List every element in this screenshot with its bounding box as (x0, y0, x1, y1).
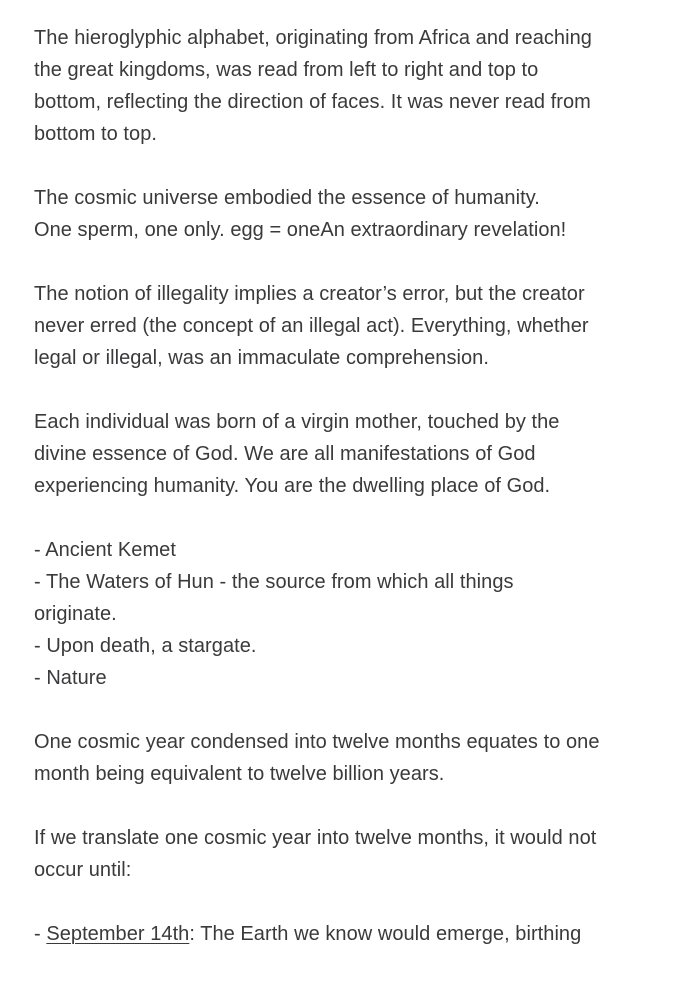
text-line: bottom to top. (34, 123, 157, 145)
list-item: - Upon death, a stargate. (34, 635, 257, 657)
list-item: - Nature (34, 667, 107, 689)
bullet-list-timeline (34, 918, 674, 950)
text-line: If we translate one cosmic year into twelve months, it would not (34, 827, 597, 849)
list-item-text: : The Earth we know would emerge, birthing (189, 923, 582, 945)
paragraph-cosmic-universe (34, 182, 674, 246)
list-item-september (34, 918, 674, 950)
text-line: occur until: (34, 859, 132, 881)
text-line: bottom, reflecting the direction of faces. It was never read from (34, 91, 591, 113)
text-line: Each individual was born of a virgin mother, touched by the (34, 411, 560, 433)
text-line: month being equivalent to twelve billion years. (34, 763, 445, 785)
text-line: legal or illegal, was an immaculate comprehension. (34, 347, 489, 369)
september-14th-link[interactable]: September 14th (46, 923, 190, 945)
text-line: One cosmic year condensed into twelve months equates to one (34, 731, 600, 753)
text-line: experiencing humanity. You are the dwelling place of God. (34, 475, 551, 497)
text-line: the great kingdoms, was read from left to right and top to (34, 59, 539, 81)
list-prefix: - (34, 923, 47, 945)
text-line: The cosmic universe embodied the essence of humanity. (34, 187, 540, 209)
paragraph-cosmic-year (34, 726, 674, 790)
paragraph-illegality (34, 278, 674, 374)
list-item: - The Waters of Hun - the source from which all things (34, 571, 514, 593)
text-line: divine essence of God. We are all manifestations of God (34, 443, 536, 465)
list-item: - Ancient Kemet (34, 539, 176, 561)
text-line: The hieroglyphic alphabet, originating from Africa and reaching (34, 27, 592, 49)
document-body (34, 22, 674, 982)
bullet-list-kemet (34, 534, 674, 694)
list-item-continuation: originate. (34, 603, 117, 625)
text-line: One sperm, one only. egg = oneAn extraordinary revelation! (34, 219, 567, 241)
paragraph-translate-cosmic-year (34, 822, 674, 886)
text-line: never erred (the concept of an illegal act). Everything, whether (34, 315, 589, 337)
paragraph-virgin-mother (34, 406, 674, 502)
paragraph-hieroglyphic-alphabet (34, 22, 674, 150)
text-line: The notion of illegality implies a creator’s error, but the creator (34, 283, 585, 305)
